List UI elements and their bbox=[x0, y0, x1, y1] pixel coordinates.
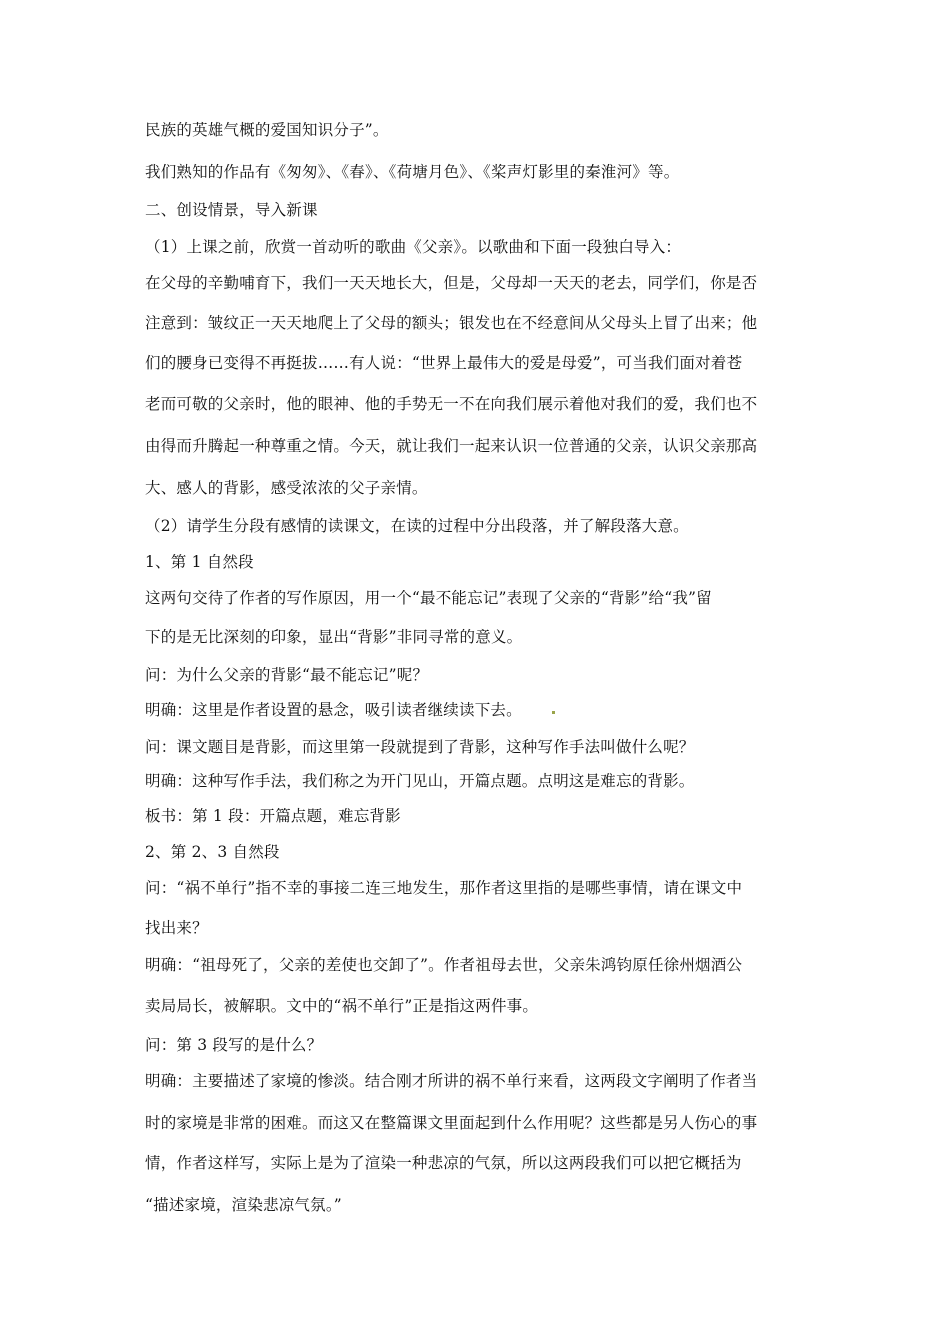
text-line: 板书：第 1 段：开篇点题，难忘背影 bbox=[145, 807, 401, 825]
text-line: 们的腰身已变得不再挺拔……有人说：“世界上最伟大的爱是母爱”，可当我们面对着苍 bbox=[145, 354, 743, 372]
text-line: 民族的英雄气概的爱国知识分子”。 bbox=[145, 121, 389, 139]
subsection-heading: 1、第 1 自然段 bbox=[145, 553, 254, 571]
section-heading: 二、创设情景，导入新课 bbox=[145, 201, 318, 219]
text-line: 问：课文题目是背影，而这里第一段就提到了背影，这种写作手法叫做什么呢？ bbox=[145, 738, 695, 756]
text-line: （1）上课之前，欣赏一首动听的歌曲《父亲》。以歌曲和下面一段独白导入： bbox=[145, 238, 682, 256]
text-line: 我们熟知的作品有《匆匆》、《春》、《荷塘月色》、《桨声灯影里的秦淮河》等。 bbox=[145, 163, 680, 181]
text-line: 问：“祸不单行”指不幸的事接二连三地发生，那作者这里指的是哪些事情，请在课文中 bbox=[145, 879, 743, 897]
text-line: 明确：“祖母死了，父亲的差使也交卸了”。作者祖母去世，父亲朱鸿钧原任徐州烟酒公 bbox=[145, 956, 743, 974]
text-line: 卖局局长，被解职。文中的“祸不单行”正是指这两件事。 bbox=[145, 997, 539, 1015]
text-line: 情，作者这样写，实际上是为了渲染一种悲凉的气氛，所以这两段我们可以把它概括为 bbox=[145, 1154, 742, 1172]
text-line: 明确：主要描述了家境的惨淡。结合刚才所讲的祸不单行来看，这两段文字阐明了作者当 bbox=[145, 1072, 758, 1090]
stray-dot-mark bbox=[552, 711, 555, 714]
text-line: 大、感人的背影，感受浓浓的父子亲情。 bbox=[145, 479, 428, 497]
text-line: 问：第 3 段写的是什么？ bbox=[145, 1036, 323, 1054]
text-line: 时的家境是非常的困难。而这又在整篇课文里面起到什么作用呢？这些都是另人伤心的事 bbox=[145, 1114, 758, 1132]
text-line: 在父母的辛勤哺育下，我们一天天地长大，但是，父母却一天天的老去，同学们，你是否 bbox=[145, 274, 758, 292]
text-line: 明确：这里是作者设置的悬念，吸引读者继续读下去。 bbox=[145, 701, 522, 719]
text-line: 问：为什么父亲的背影“最不能忘记”呢？ bbox=[145, 666, 429, 684]
text-line: 明确：这种写作手法，我们称之为开门见山，开篇点题。点明这是难忘的背影。 bbox=[145, 772, 695, 790]
text-line: 注意到：皱纹正一天天地爬上了父母的额头；银发也在不经意间从父母头上冒了出来；他 bbox=[145, 314, 758, 332]
text-line: 这两句交待了作者的写作原因，用一个“最不能忘记”表现了父亲的“背影”给“我”留 bbox=[145, 589, 712, 607]
subsection-heading: 2、第 2、3 自然段 bbox=[145, 843, 280, 861]
text-line: 老而可敬的父亲时，他的眼神、他的手势无一不在向我们展示着他对我们的爱，我们也不 bbox=[145, 395, 758, 413]
text-line: 下的是无比深刻的印象，显出“背影”非同寻常的意义。 bbox=[145, 628, 523, 646]
text-line: （2）请学生分段有感情的读课文，在读的过程中分出段落，并了解段落大意。 bbox=[145, 517, 689, 535]
text-line: 找出来？ bbox=[145, 919, 208, 937]
text-line: 由得而升腾起一种尊重之情。今天，就让我们一起来认识一位普通的父亲，认识父亲那高 bbox=[145, 437, 758, 455]
text-line: “描述家境，渲染悲凉气氛。” bbox=[145, 1196, 342, 1214]
